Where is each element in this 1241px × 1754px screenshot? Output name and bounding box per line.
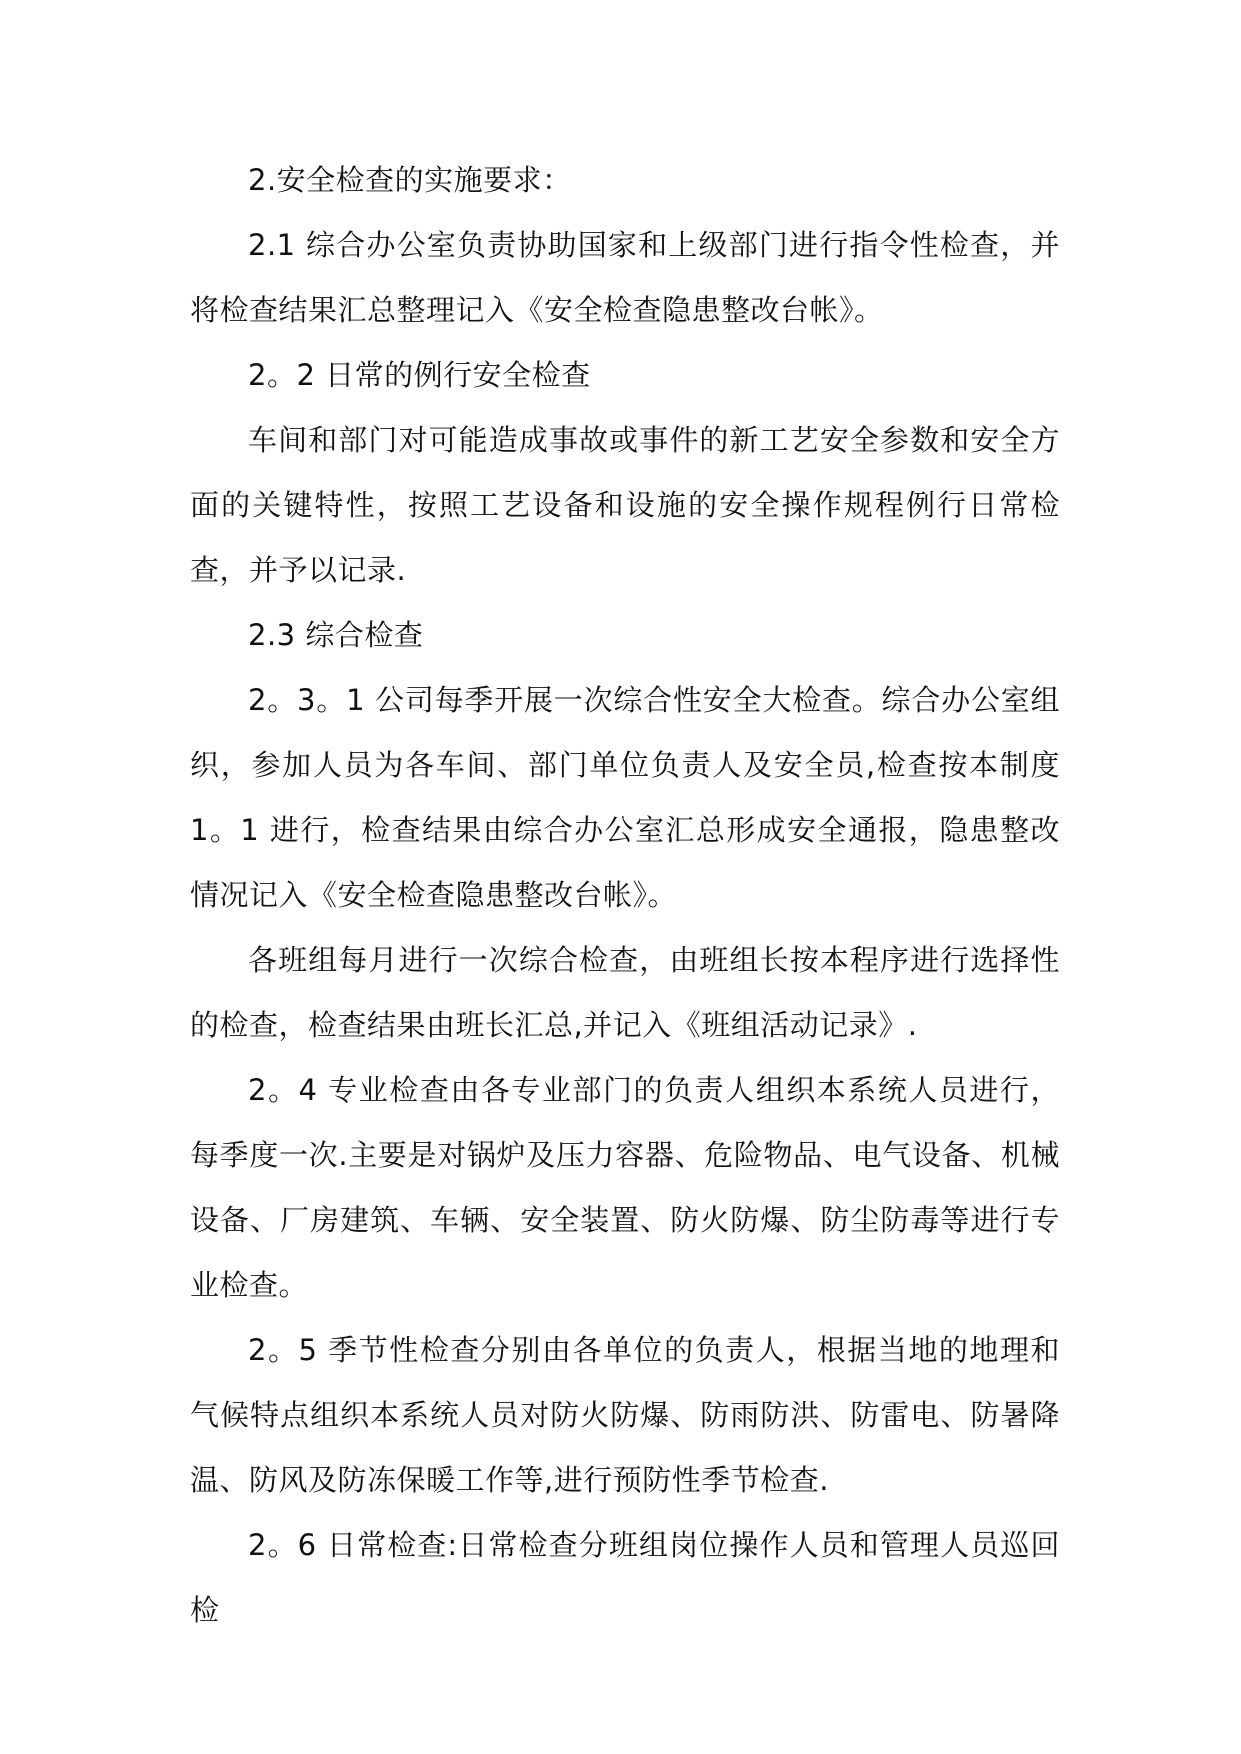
paragraph-2-1-directive-inspection: 2.1 综合办公室负责协助国家和上级部门进行指令性检查，并将检查结果汇总整理记入《安全检查隐患整改台帐》。 (190, 228, 1060, 327)
paragraph-routine-inspection-body: 车间和部门对可能造成事故或事件的新工艺安全参数和安全方面的关键特性，按照工艺设备和设施的安全操作规程例行日常检查，并予以记录. (190, 423, 1060, 587)
paragraph-2-5-seasonal-inspection: 2。5 季节性检查分别由各单位的负责人，根据当地的地理和气候特点组织本系统人员对防火防爆、防雨防洪、防雷电、防暑降温、防风及防冻保暖工作等,进行预防性季节检查. (190, 1333, 1060, 1497)
heading-2-3-comprehensive-inspection: 2.3 综合检查 (248, 618, 424, 652)
heading-implementation-requirements: 2.安全检查的实施要求： (248, 163, 572, 197)
paragraph-2-4-professional-inspection: 2。4 专业检查由各专业部门的负责人组织本系统人员进行，每季度一次.主要是对锅炉及压力容器、危险物品、电气设备、机械设备、厂房建筑、车辆、安全装置、防火防爆、防尘防毒等进行专业检查。 (190, 1073, 1060, 1302)
paragraph-2-3-1-quarterly-inspection: 2。3。1 公司每季开展一次综合性安全大检查。综合办公室组织，参加人员为各车间、部门单位负责人及安全员,检查按本制度 1。1 进行，检查结果由综合办公室汇总形成安全通报，隐患整改情况记入《安全检查隐患整改台帐》。 (190, 683, 1060, 912)
paragraph-2-6-daily-inspection: 2。6 日常检查:日常检查分班组岗位操作人员和管理人员巡回检 (190, 1528, 1060, 1627)
paragraph-team-monthly-inspection: 各班组每月进行一次综合检查，由班组长按本程序进行选择性的检查，检查结果由班长汇总,并记入《班组活动记录》. (190, 943, 1060, 1042)
heading-2-2-routine-inspection: 2。2 日常的例行安全检查 (248, 358, 591, 392)
document-page (190, 148, 1060, 1643)
